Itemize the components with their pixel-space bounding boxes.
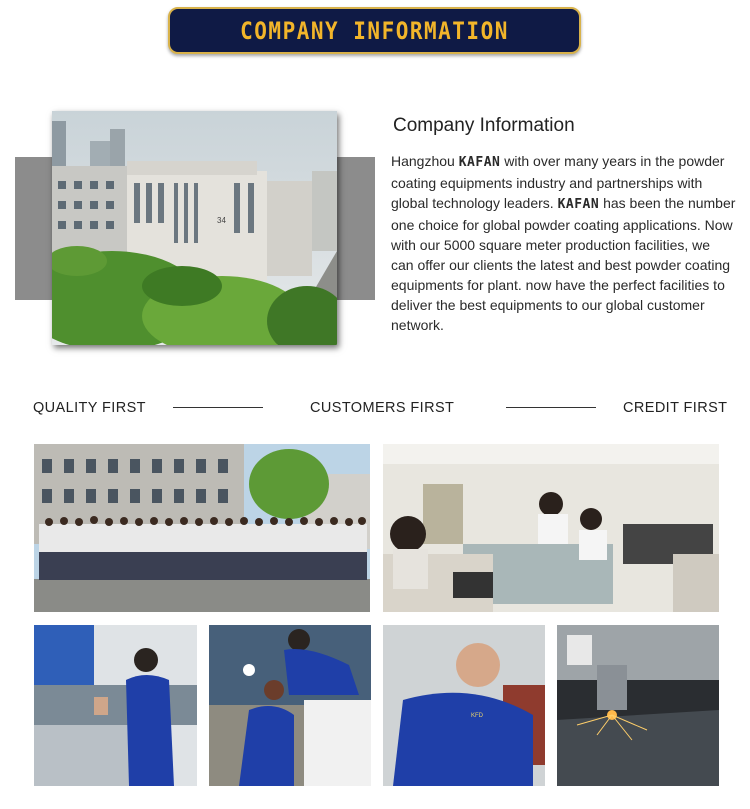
intro-text-part2: with over many years in the powder coating equipments industry and partnerships with global technology leaders. [391, 153, 725, 211]
slogan-credit: CREDIT FIRST [623, 400, 728, 416]
intro-text-part3: has been the number one choice for global powder coating applications. Now with our 5000 square meter production facilities, we can offer our clients the latest and best powder coating equipments for plant. now have the perfect facilities to deliver the best equipments to our global customer network. [391, 195, 736, 333]
office-photo [383, 444, 719, 612]
intro-title: Company Information [393, 115, 575, 136]
building-photo [52, 111, 337, 345]
workshop-worker-photo [383, 625, 545, 786]
slogan-customers: CUSTOMERS FIRST [310, 400, 455, 416]
banner-title: COMPANY INFORMATION [240, 16, 509, 45]
team-photo [34, 444, 370, 612]
intro-text-part1: Hangzhou [391, 153, 459, 169]
assembly-worker-photo [209, 625, 371, 786]
decor-block-right [332, 157, 375, 300]
building-number: 34 [217, 216, 226, 225]
header-banner [168, 7, 581, 54]
press-brake-worker-photo [34, 625, 197, 786]
uniform-badge: KFD [471, 713, 483, 719]
brand-name: KAFAN [557, 197, 600, 212]
decor-block-left [15, 157, 55, 300]
laser-cutting-photo [557, 625, 719, 786]
divider-line [506, 407, 596, 408]
brand-name: KAFAN [458, 155, 501, 170]
divider-line [173, 407, 263, 408]
intro-body [391, 151, 736, 335]
slogan-quality: QUALITY FIRST [33, 400, 146, 416]
